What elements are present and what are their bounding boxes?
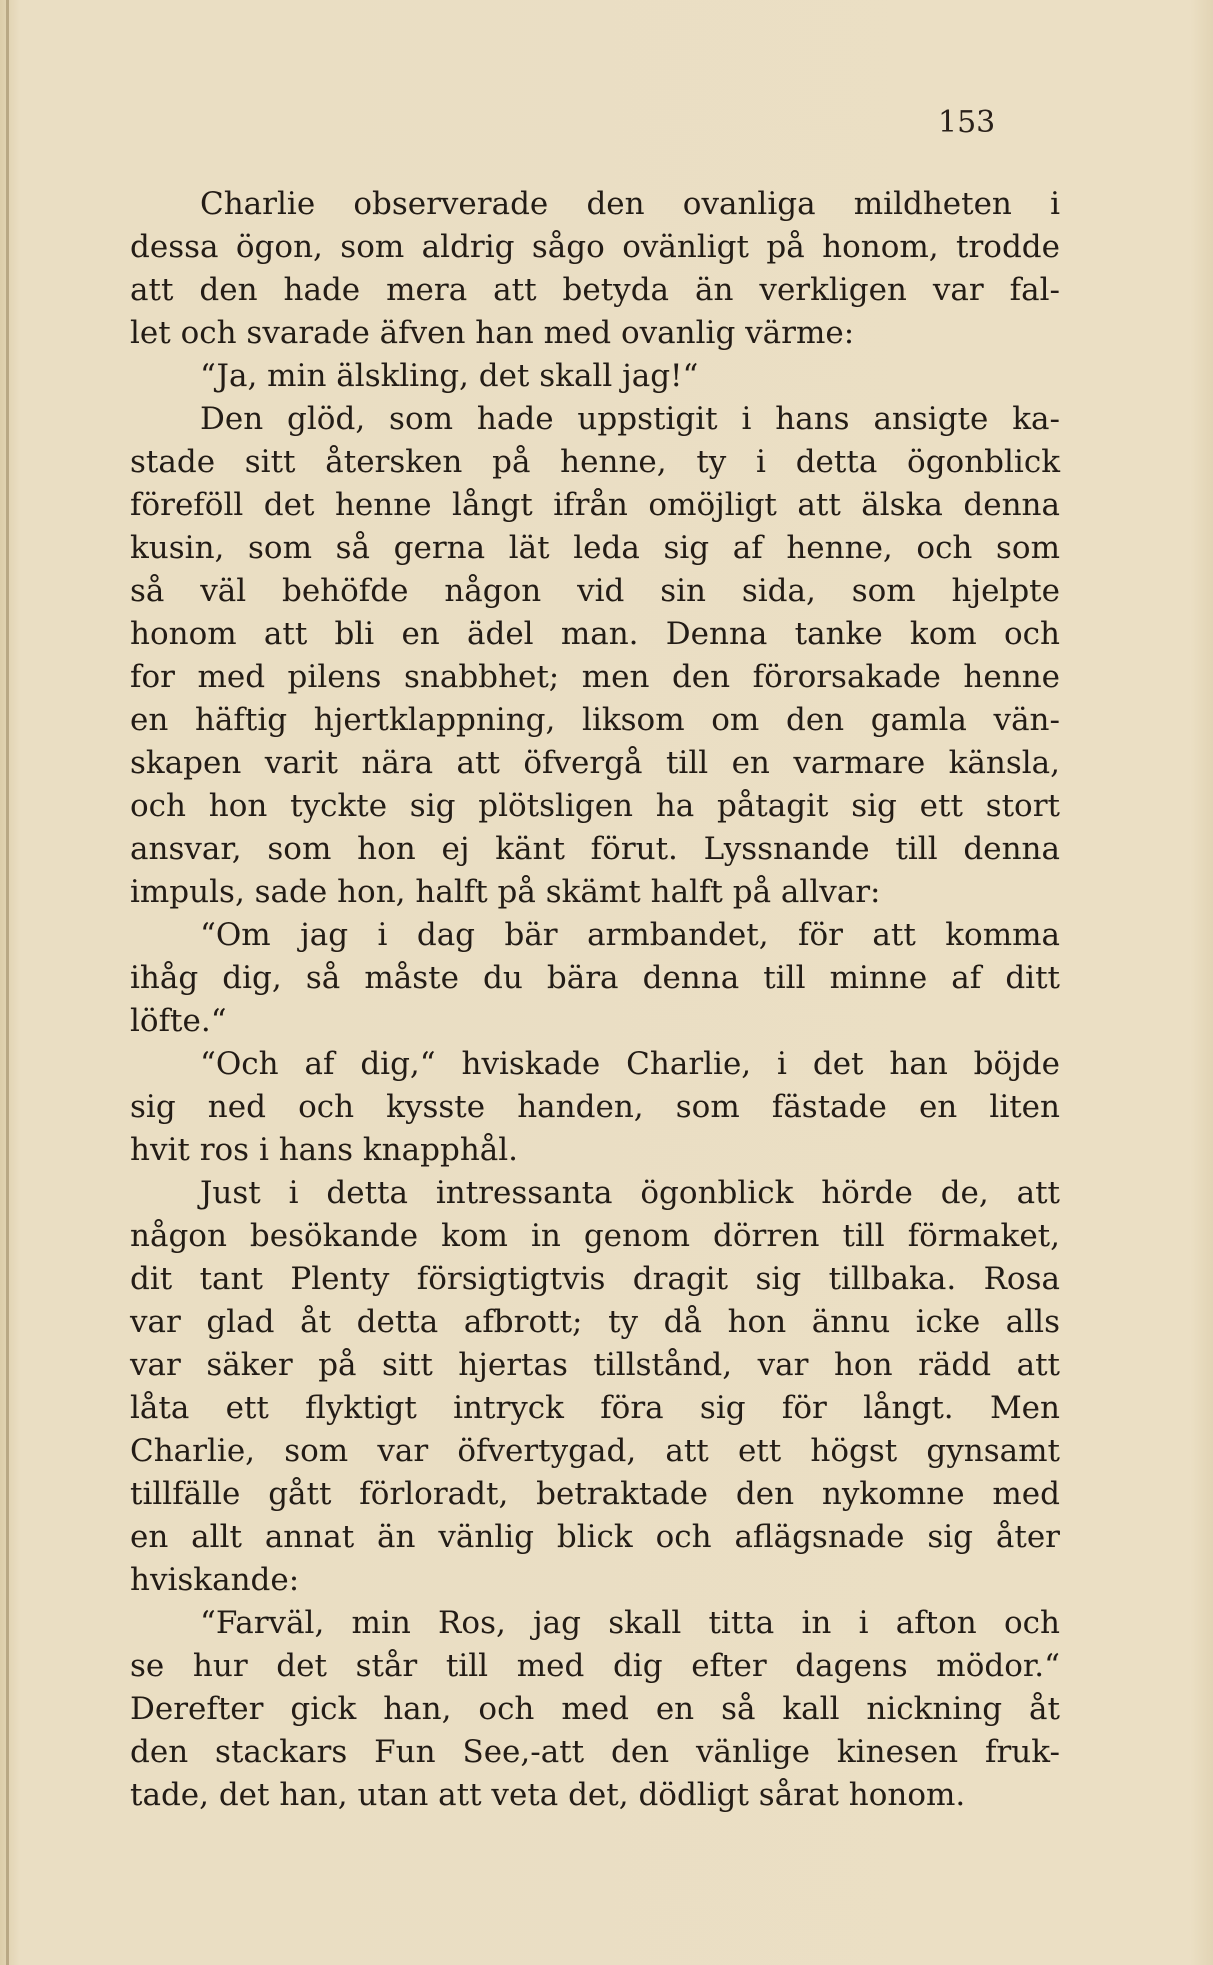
- text-line: hviskande:: [130, 1562, 300, 1598]
- text-line: tade, det han, utan att veta det, dödligt sårat honom.: [130, 1777, 966, 1813]
- text-line: for med pilens snabbhet; men den förorsakade henne: [130, 659, 1060, 695]
- text-line: att den hade mera att betyda än verkligen var fal-: [130, 272, 1060, 308]
- text-line: se hur det står till med dig efter dagens mödor.“: [130, 1648, 1060, 1684]
- page-edge: [6, 0, 9, 1965]
- text-line: var glad åt detta afbrott; ty då hon ännu icke alls: [130, 1304, 1060, 1340]
- text-line: Just i detta intressanta ögonblick hörde de, att: [200, 1175, 1060, 1211]
- text-line: dessa ögon, som aldrig sågo ovänligt på honom, trodde: [130, 229, 1060, 265]
- text-line: sig ned och kysste handen, som fästade en liten: [130, 1089, 1060, 1125]
- text-line: föreföll det henne långt ifrån omöjligt att älska denna: [130, 487, 1060, 523]
- text-line: tillfälle gått förloradt, betraktade den nykomne med: [130, 1476, 1060, 1512]
- body-text: [130, 183, 1060, 1817]
- text-line: och hon tyckte sig plötsligen ha påtagit sig ett stort: [130, 788, 1060, 824]
- text-line: Charlie observerade den ovanliga mildheten i: [200, 186, 1060, 222]
- text-line: Charlie, som var öfvertygad, att ett högst gynsamt: [130, 1433, 1060, 1469]
- text-line: kusin, som så gerna lät leda sig af henne, och som: [130, 530, 1060, 566]
- text-line: skapen varit nära att öfvergå till en varmare känsla,: [130, 745, 1060, 781]
- text-line: dit tant Plenty försigtigtvis dragit sig tillbaka. Rosa: [130, 1261, 1060, 1297]
- text-line: impuls, sade hon, halft på skämt halft på allvar:: [130, 874, 881, 910]
- text-line: löfte.“: [130, 1003, 227, 1039]
- text-line: “Om jag i dag bär armbandet, för att komma: [200, 917, 1060, 953]
- text-line: stade sitt återsken på henne, ty i detta ögonblick: [130, 444, 1060, 480]
- text-line: hvit ros i hans knapphål.: [130, 1132, 519, 1168]
- text-line: så väl behöfde någon vid sin sida, som hjelpte: [130, 573, 1060, 609]
- page-number: 153: [938, 105, 996, 140]
- text-line: “Farväl, min Ros, jag skall titta in i afton och: [200, 1605, 1060, 1641]
- text-line: Den glöd, som hade uppstigit i hans ansigte ka-: [200, 401, 1060, 437]
- text-line: en allt annat än vänlig blick och aflägsnade sig åter: [130, 1519, 1060, 1555]
- text-line: Derefter gick han, och med en så kall nickning åt: [130, 1691, 1060, 1727]
- text-line: ihåg dig, så måste du bära denna till minne af ditt: [130, 960, 1060, 996]
- text-line: någon besökande kom in genom dörren till förmaket,: [130, 1218, 1060, 1254]
- text-line: låta ett flyktigt intryck föra sig för långt. Men: [130, 1390, 1060, 1426]
- text-line: var säker på sitt hjertas tillstånd, var hon rädd att: [130, 1347, 1060, 1383]
- text-line: let och svarade äfven han med ovanlig värme:: [130, 315, 855, 351]
- text-line: “Och af dig,“ hviskade Charlie, i det han böjde: [200, 1046, 1060, 1082]
- text-line: “Ja, min älskling, det skall jag!“: [200, 358, 699, 394]
- text-line: honom att bli en ädel man. Denna tanke kom och: [130, 616, 1060, 652]
- text-line: en häftig hjertklappning, liksom om den gamla vän-: [130, 702, 1060, 738]
- text-line: den stackars Fun See,-att den vänlige kinesen fruk-: [130, 1734, 1060, 1770]
- text-line: ansvar, som hon ej känt förut. Lyssnande till denna: [130, 831, 1060, 867]
